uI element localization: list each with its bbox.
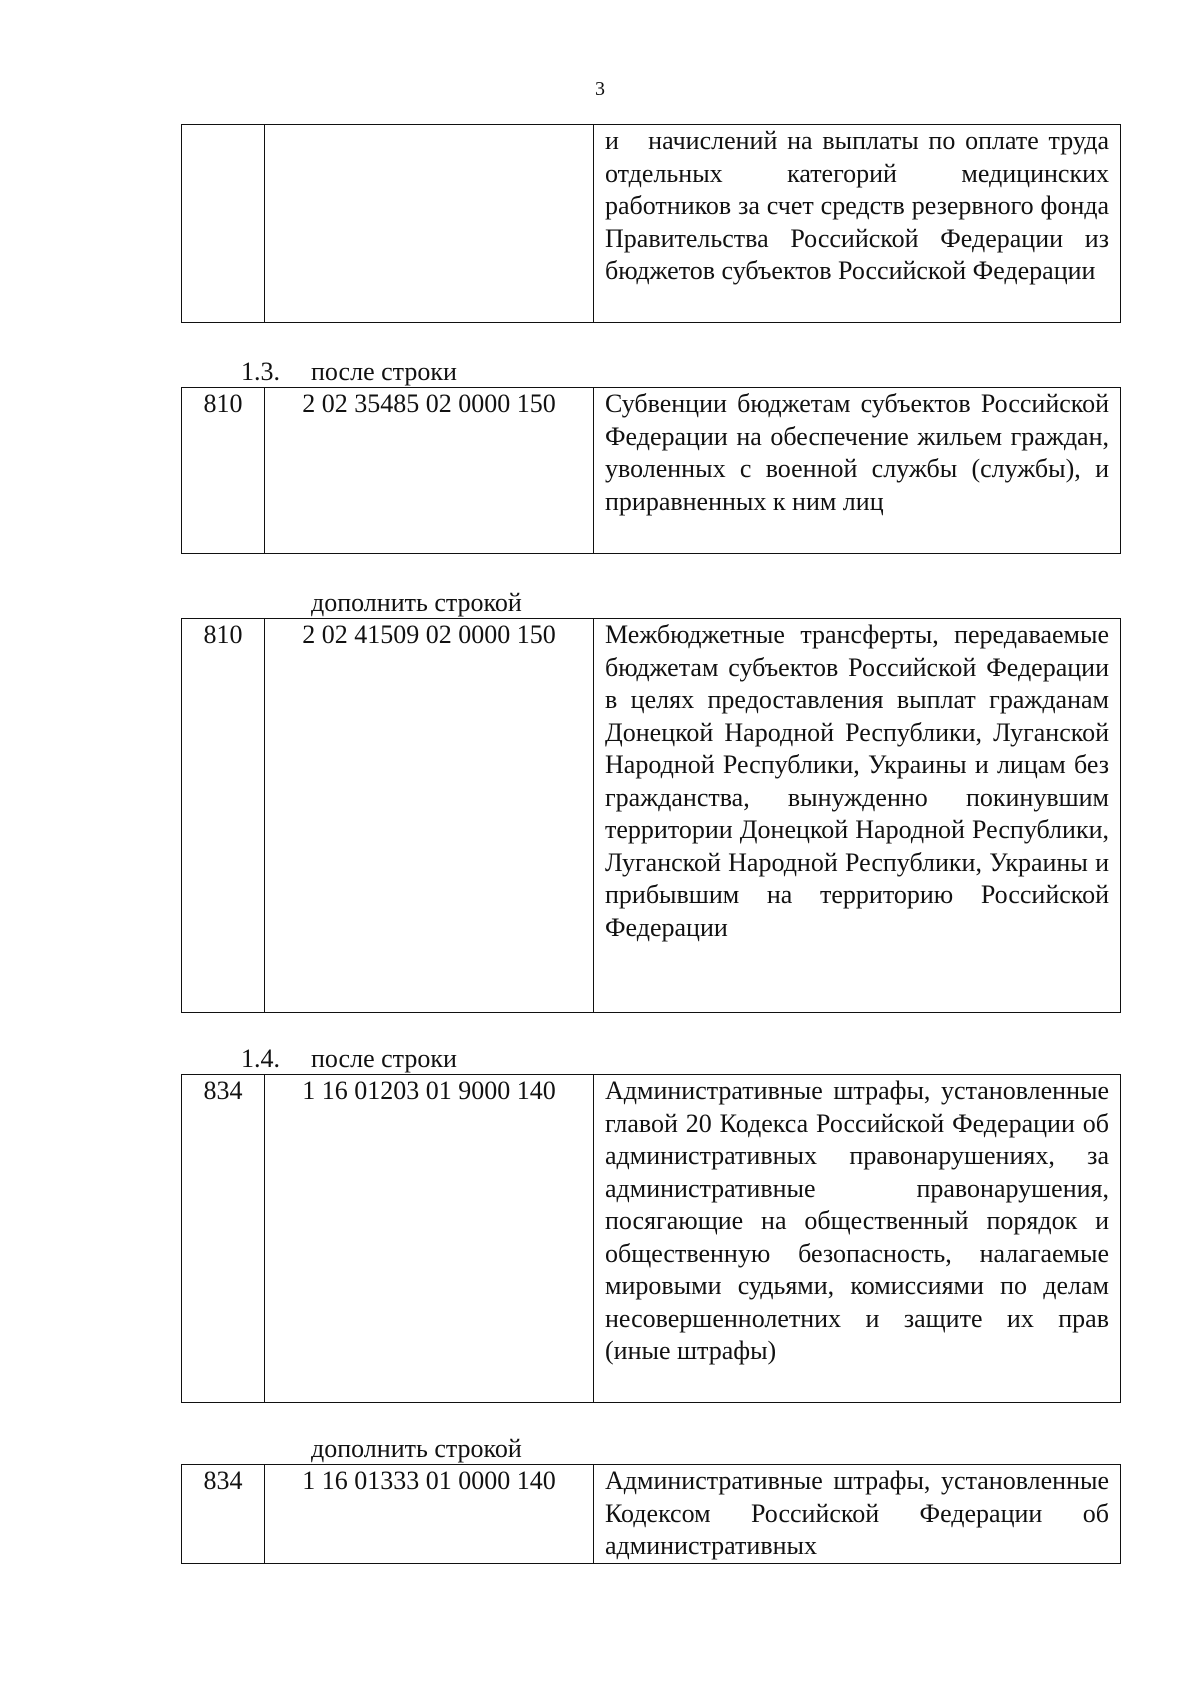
table-row xyxy=(182,1465,1121,1564)
budget-code-cell: 1 16 01203 01 9000 140 xyxy=(265,1075,594,1403)
kbk-table xyxy=(181,1464,1121,1564)
admin-code-cell: 810 xyxy=(182,619,265,1013)
amendment-instruction: дополнить строкой xyxy=(311,1434,522,1463)
budget-code-cell xyxy=(265,125,594,323)
amendment-1-3-after-row xyxy=(181,357,1121,554)
income-name-cell xyxy=(594,619,1121,1013)
kbk-table xyxy=(181,124,1121,323)
amendment-caption xyxy=(181,1044,1121,1074)
income-name-text: Субвенции бюджетам субъектов Российской Федерации на обеспечение жильем граждан, уволенных с военной службы (службы), и приравненных к ним лиц xyxy=(605,389,1109,516)
income-name-cell xyxy=(594,1465,1121,1564)
budget-code-cell: 2 02 35485 02 0000 150 xyxy=(265,388,594,554)
budget-code-cell: 2 02 41509 02 0000 150 xyxy=(265,619,594,1013)
amendment-caption xyxy=(181,357,1121,387)
budget-code-cell: 1 16 01333 01 0000 140 xyxy=(265,1465,594,1564)
amendment-instruction: дополнить строкой xyxy=(311,588,522,617)
amendment-number: 1.4. xyxy=(241,1044,280,1073)
amendment-1-4-after-row xyxy=(181,1044,1121,1403)
income-name-text: Административные штрафы, установленные Кодексом Российской Федерации об административных xyxy=(605,1466,1109,1560)
continuation-block xyxy=(181,124,1121,323)
income-name-cell xyxy=(594,125,1121,323)
table-row xyxy=(182,1075,1121,1403)
income-name-text: и начислений на выплаты по оплате труда отдельных категорий медицинских работников за счет средств резервного фонда Правительства Российской Федерации из бюджетов субъектов Российской Федерации xyxy=(605,126,1116,285)
amendment-1-3-add-row xyxy=(181,588,1121,1013)
page-number: 3 xyxy=(595,78,605,100)
kbk-table xyxy=(181,618,1121,1013)
table-row xyxy=(182,388,1121,554)
kbk-table xyxy=(181,387,1121,554)
table-row xyxy=(182,125,1121,323)
kbk-table xyxy=(181,1074,1121,1403)
amendment-number: 1.3. xyxy=(241,357,280,386)
amendment-caption xyxy=(181,588,1121,618)
amendment-instruction: после строки xyxy=(311,1044,457,1073)
amendment-caption xyxy=(181,1434,1121,1464)
admin-code-cell: 834 xyxy=(182,1075,265,1403)
table-row xyxy=(182,619,1121,1013)
income-name-cell xyxy=(594,388,1121,554)
admin-code-cell xyxy=(182,125,265,323)
amendment-1-4-add-row xyxy=(181,1434,1121,1564)
admin-code-cell: 810 xyxy=(182,388,265,554)
income-name-text: Административные штрафы, установленные главой 20 Кодекса Российской Федерации об административных правонарушениях, за административные правонарушения, посягающие на общественный порядок и общественную безопасность, налагаемые мировыми судьями, комиссиями по делам несовершеннолетних и защите их прав (иные штрафы) xyxy=(605,1076,1109,1365)
amendment-instruction: после строки xyxy=(311,357,457,386)
income-name-cell xyxy=(594,1075,1121,1403)
income-name-text: Межбюджетные трансферты, передаваемые бюджетам субъектов Российской Федерации в целях предоставления выплат гражданам Донецкой Народной Республики, Луганской Народной Республики, Украины и лицам без гражданства, вынужденно покинувшим территории Донецкой Народной Республики, Луганской Народной Республики, Украины и прибывшим на территорию Российской Федерации xyxy=(605,620,1109,942)
admin-code-cell: 834 xyxy=(182,1465,265,1564)
